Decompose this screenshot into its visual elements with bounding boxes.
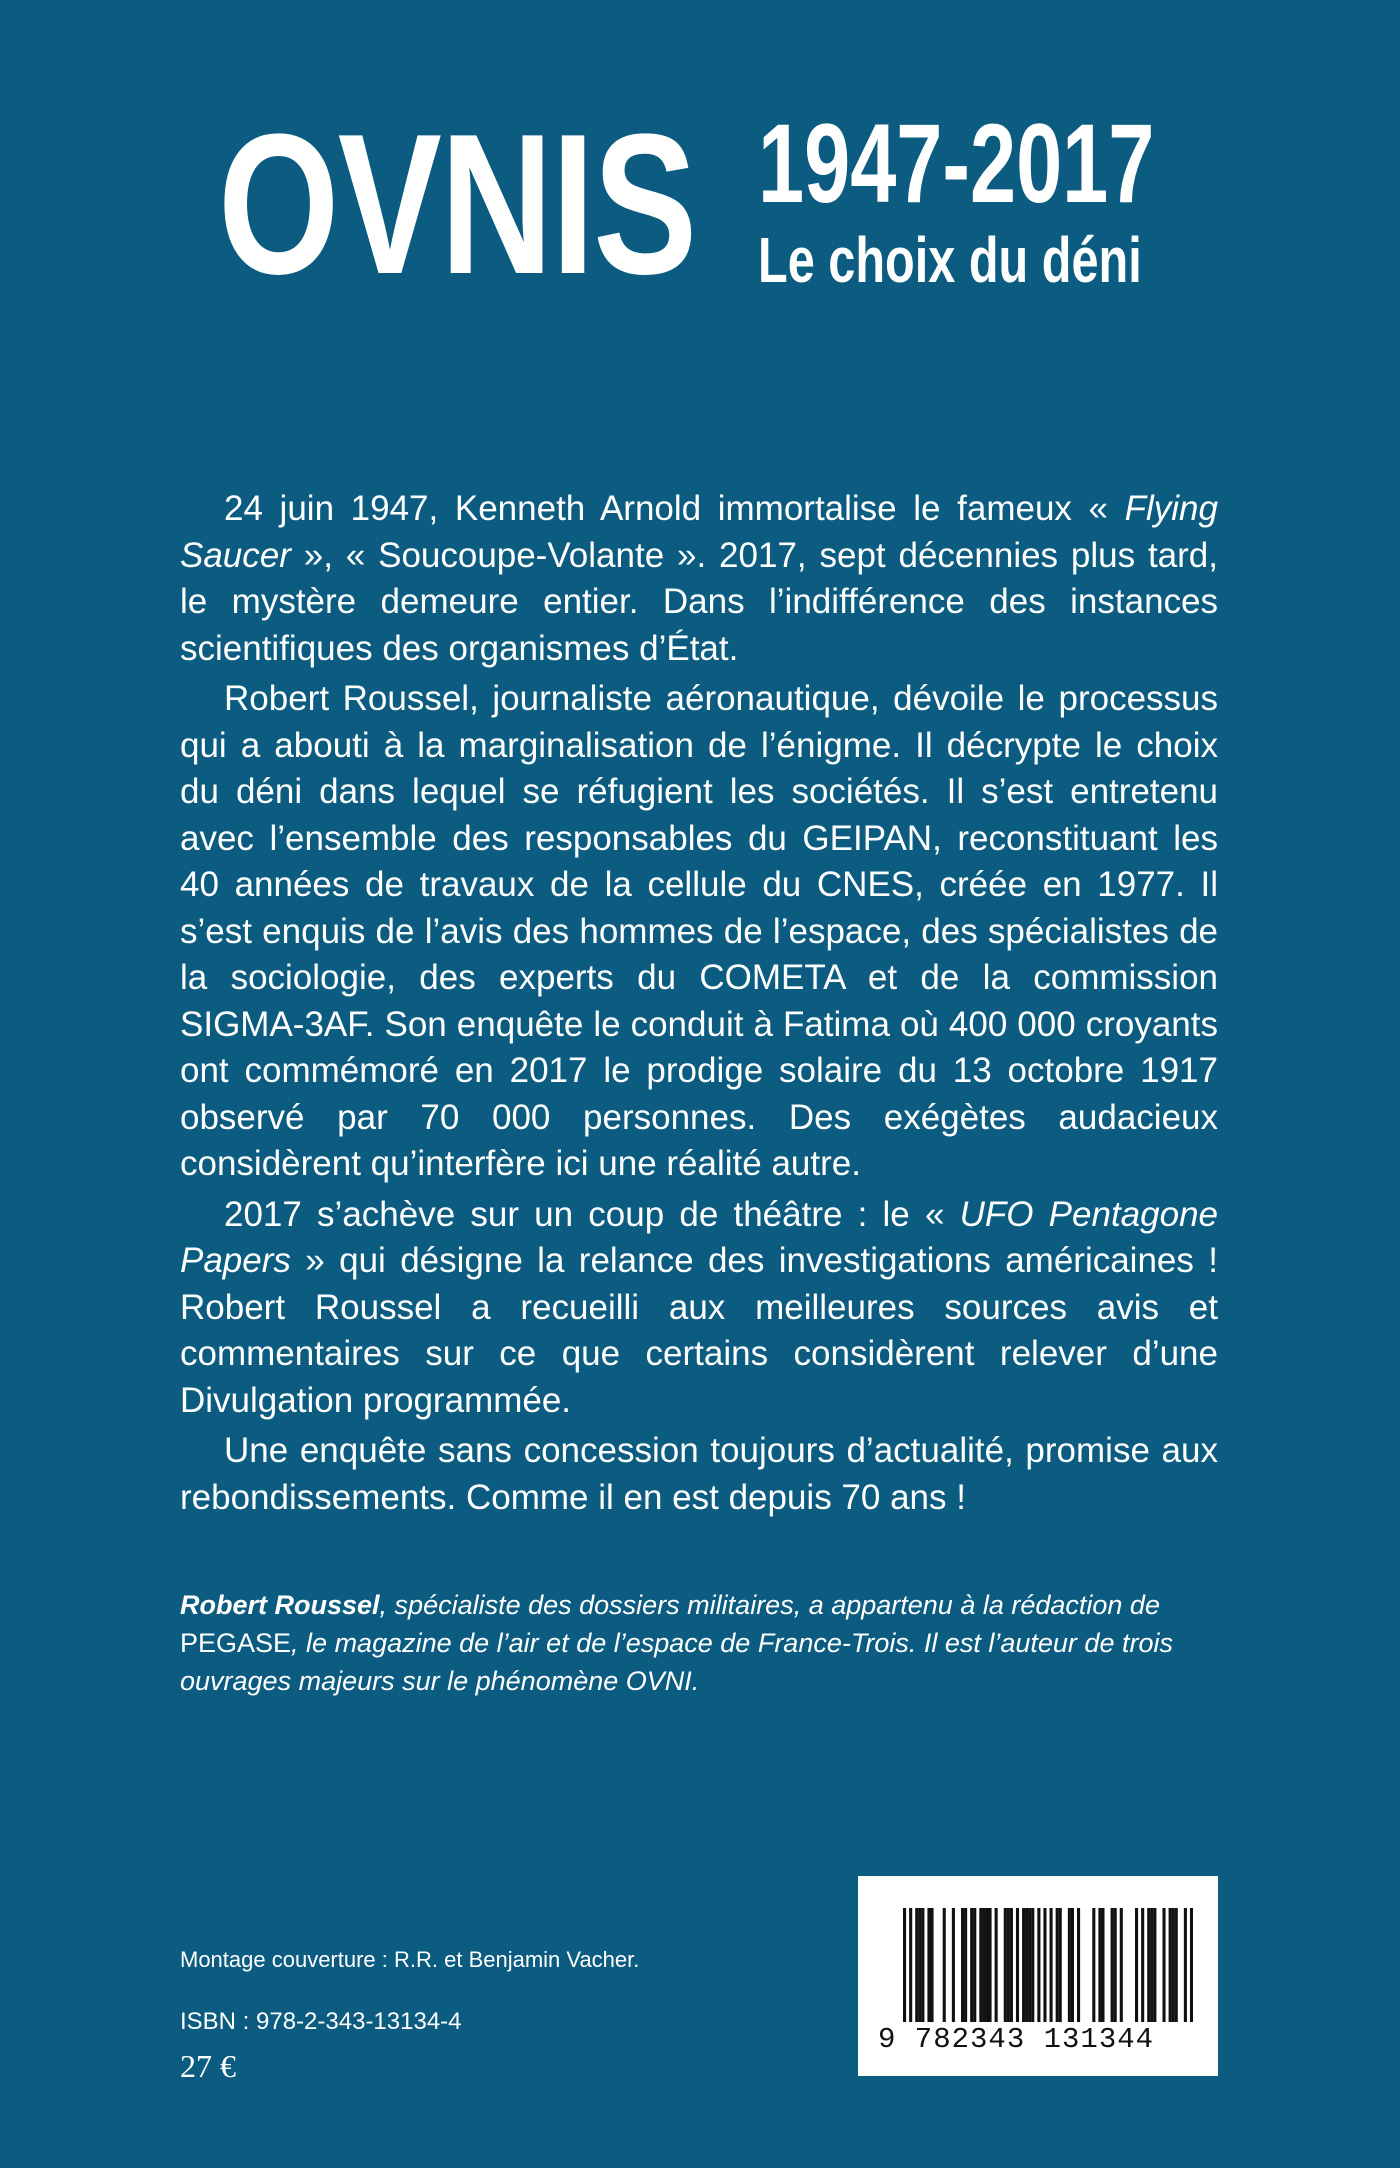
barcode-bar: [973, 1908, 976, 2022]
cover-title: OVNIS: [218, 93, 696, 316]
barcode-bar: [1153, 1908, 1156, 2022]
barcode-bar: [988, 1908, 991, 2022]
barcode-bar: [943, 1908, 946, 2022]
barcode-bar: [1184, 1908, 1187, 2022]
barcode-bar: [970, 1908, 973, 2022]
barcode-bar: [1141, 1908, 1144, 2022]
blurb-p1-italic: Flying Saucer: [180, 489, 1218, 575]
barcode-bar: [930, 1908, 933, 2022]
barcode-bar: [1050, 1908, 1053, 2022]
barcode-bar: [909, 1908, 912, 2022]
barcode-bars: [903, 1908, 1193, 2022]
barcode-bar: [1162, 1908, 1165, 2022]
magazine-name: PEGASE: [180, 1628, 292, 1658]
barcode-bar: [915, 1908, 918, 2022]
author-bio-text-1: , spécialiste des dossiers militaires, a appartenu à la rédaction de: [379, 1590, 1160, 1620]
blurb-p1-part-a: 24 juin 1947, Kenneth Arnold immortalise le fameux «: [224, 489, 1125, 528]
barcode-digits: 9 782343 131344: [878, 2023, 1155, 2056]
barcode-bar: [1175, 1908, 1178, 2022]
author-bio: [180, 1586, 1220, 1700]
barcode-bar: [1169, 1908, 1172, 2022]
barcode: [858, 1876, 1218, 2076]
cover-subtitle: Le choix du déni: [758, 224, 1142, 296]
cover-years: 1947-2017: [758, 101, 1155, 226]
barcode-bar: [952, 1908, 955, 2022]
barcode-bar: [1031, 1908, 1034, 2022]
barcode-bar: [1037, 1908, 1040, 2022]
price: 27 €: [180, 2048, 236, 2084]
author-bio-text-2: , le magazine de l’air et de l’espace de France-Trois. Il est l’auteur de trois ouvrages majeurs sur le phénomène OVNI.: [180, 1628, 1173, 1696]
barcode-bar: [995, 1908, 998, 2022]
barcode-bar: [903, 1908, 906, 2022]
blurb-paragraph-1: [180, 486, 1218, 672]
barcode-bar: [1056, 1908, 1059, 2022]
barcode-bar: [1077, 1908, 1080, 2022]
blurb-paragraph-3: [180, 1192, 1218, 1425]
barcode-bar: [1114, 1908, 1117, 2022]
barcode-bar: [1043, 1908, 1046, 2022]
barcode-bar: [1028, 1908, 1031, 2022]
barcode-bar: [1025, 1908, 1028, 2022]
barcode-bar: [1120, 1908, 1123, 2022]
barcode-bar: [1190, 1908, 1193, 2022]
barcode-bar: [1068, 1908, 1071, 2022]
blurb-paragraph-2: Robert Roussel, journaliste aéronautique, dévoile le processus qui a abouti à la marginalisation de l’énigme. Il décrypte le choix du déni dans lequel se réfugient les sociétés. Il s’est entretenu avec l’ensemble des responsables du GEIPAN, reconstituant les 40 années de travaux de la cellule du CNES, créée en 1977. Il s’est enquis de l’avis des hommes de l’espace, des spécialistes de la sociologie, des experts du COMETA et de la commission SIGMA-3AF. Son enquête le conduit à Fatima où 400 000 croyants ont commémoré en 2017 le prodige solaire du 13 octobre 1917 observé par 70 000 personnes. Des exégètes audacieux considèrent qu’interfère ici une réalité autre.: [180, 679, 1218, 1183]
barcode-bar: [1092, 1908, 1095, 2022]
blurb-text: [180, 486, 1218, 1521]
cover-credits: Montage couverture : R.R. et Benjamin Vacher.: [180, 1947, 640, 1972]
barcode-bar: [927, 1908, 930, 2022]
barcode-bar: [1135, 1908, 1138, 2022]
barcode-bar: [1004, 1908, 1007, 2022]
blurb-p3-part-a: 2017 s’achève sur un coup de théâtre : le «: [224, 1194, 960, 1234]
barcode-bar: [1022, 1908, 1025, 2022]
barcode-bar: [1150, 1908, 1153, 2022]
barcode-bar: [1098, 1908, 1101, 2022]
blurb-paragraph-4: Une enquête sans concession toujours d’actualité, promise aux rebondissements. Comme il en est depuis 70 ans !: [180, 1431, 1218, 1517]
barcode-bar: [1172, 1908, 1175, 2022]
barcode-bar: [961, 1908, 964, 2022]
barcode-bar: [1101, 1908, 1104, 2022]
blurb-p1-part-c: », « Soucoupe-Volante ». 2017, sept décennies plus tard, le mystère demeure entier. Dans l’indifférence des instances scientifiques des organismes d’État.: [180, 535, 1218, 668]
barcode-bar: [964, 1908, 967, 2022]
isbn: ISBN : 978-2-343-13134-4: [180, 2008, 462, 2035]
barcode-bar: [1010, 1908, 1013, 2022]
barcode-bar: [979, 1908, 982, 2022]
barcode-bar: [982, 1908, 985, 2022]
barcode-bar: [1147, 1908, 1150, 2022]
barcode-bar: [918, 1908, 921, 2022]
barcode-bar: [1111, 1908, 1114, 2022]
blurb-p3-italic: UFO Pentagone Papers: [180, 1194, 1218, 1280]
barcode-bar: [1016, 1908, 1019, 2022]
barcode-bar: [1007, 1908, 1010, 2022]
blurb-p3-part-c: » qui désigne la relance des investigations américaines ! Robert Roussel a recueilli aux meilleures sources avis et commentaires sur ce que certains considèrent relever d’une Divulgation programmée.: [180, 1241, 1218, 1420]
barcode-bar: [1059, 1908, 1062, 2022]
barcode-bar: [985, 1908, 988, 2022]
barcode-bar: [1071, 1908, 1074, 2022]
barcode-bar: [921, 1908, 924, 2022]
author-name: Robert Roussel: [180, 1590, 380, 1620]
